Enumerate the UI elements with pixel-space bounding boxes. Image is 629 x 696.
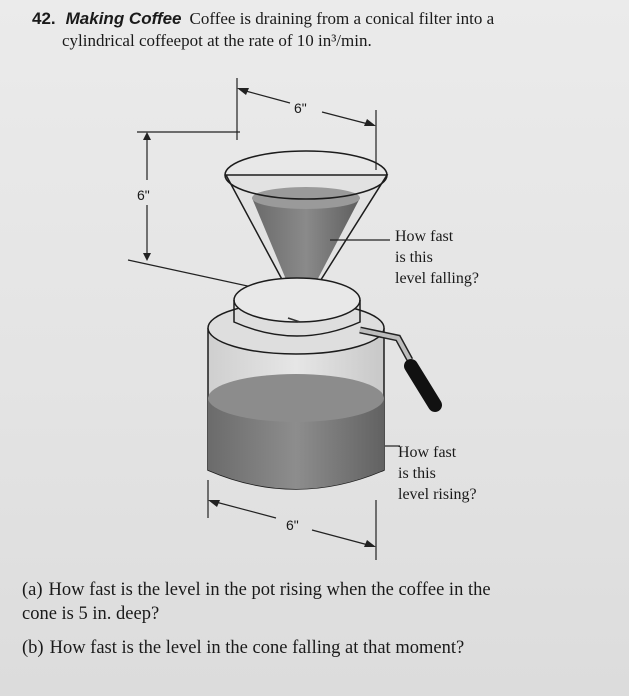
cone-level-callout — [395, 226, 479, 289]
problem-title: Making Coffee — [65, 9, 182, 28]
problem-statement — [32, 8, 612, 52]
cone-callout-line3: level falling? — [395, 270, 479, 287]
pot-callout-line3: level rising? — [398, 486, 477, 503]
problem-number: 42. — [32, 9, 56, 28]
pot-diameter-label: 6" — [286, 517, 299, 533]
question-a-line2: cone is 5 in. deep? — [22, 604, 160, 624]
figure-drawing — [0, 60, 629, 570]
cone-height-label: 6" — [137, 187, 150, 203]
question-a-line1: How fast is the level in the pot rising when the coffee in the — [48, 580, 491, 600]
cone-diameter-label: 6" — [294, 100, 307, 116]
cone-callout-line2: is this — [395, 249, 433, 266]
question-a-label: (a) — [22, 580, 43, 600]
pot-level-callout — [398, 442, 477, 505]
question-list — [22, 578, 622, 670]
pot-callout-line1: How fast — [398, 444, 457, 461]
problem-text-line2: cylindrical coffeepot at the rate of 10 in³/min. — [62, 31, 372, 50]
question-b — [22, 636, 622, 660]
pot-callout-line2: is this — [398, 465, 436, 482]
question-b-label: (b) — [22, 638, 44, 658]
question-a — [22, 578, 622, 626]
problem-text-line1: Coffee is draining from a conical filter into a — [189, 9, 495, 28]
question-b-line1: How fast is the level in the cone falling at that moment? — [49, 638, 465, 658]
cone-callout-line1: How fast — [395, 228, 454, 245]
coffee-filter-figure — [0, 60, 629, 570]
